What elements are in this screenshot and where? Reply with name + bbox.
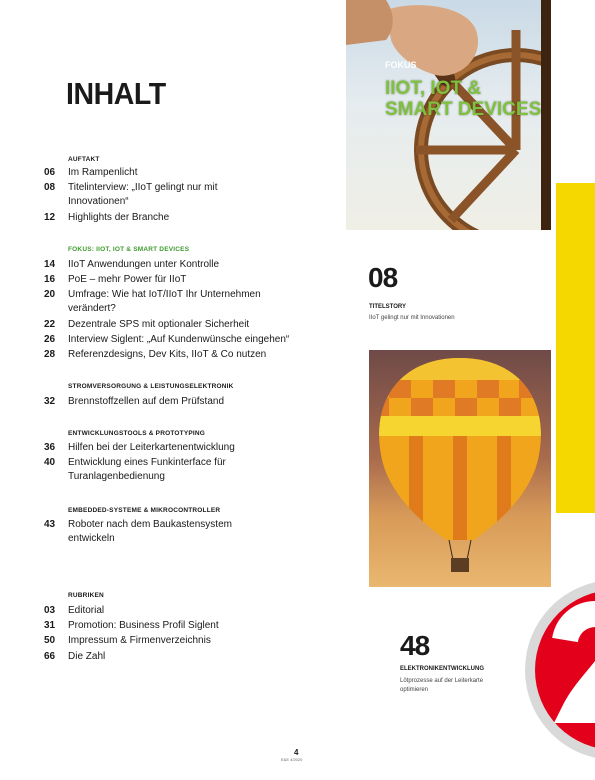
hot-air-balloon-image[interactable]: [369, 350, 551, 587]
section-heading-fokus: FOKUS: IIOT, IOT & SMART DEVICES: [68, 246, 190, 253]
red-circle-graphic: [520, 560, 595, 760]
toc-text: Titelinterview: „IIoT gelingt nur mit Innovationen“: [68, 182, 218, 207]
toc-page: 20: [44, 289, 56, 300]
toc-page: 28: [44, 349, 56, 360]
toc-text: Umfrage: Wie hat IoT/IIoT Ihr Unternehmen verändert?: [68, 289, 261, 314]
feature-subtitle-line1: Lötprozesse auf der Leiterkarte: [400, 678, 484, 684]
toc-text: Referenzdesigns, Dev Kits, IIoT & Co nutzen: [68, 349, 267, 360]
toc-page: 08: [44, 182, 56, 193]
toc-text: Entwicklung eines Funkinterface für Turanlagenbedienung: [68, 457, 226, 482]
toc-page: 66: [44, 651, 56, 662]
toc-text: Promotion: Business Profil Siglent: [68, 620, 219, 631]
toc-text: Editorial: [68, 605, 105, 616]
feature-label: ELEKTRONIKENTWICKLUNG: [400, 666, 484, 672]
toc-page: 22: [44, 319, 56, 330]
toc-page: 26: [44, 334, 56, 345]
section-heading-rubriken: RUBRIKEN: [68, 592, 104, 599]
toc-page: 43: [44, 519, 56, 530]
hero-headline-line2: SMART DEVICES: [385, 99, 542, 120]
toc-text: Die Zahl: [68, 651, 106, 662]
toc-text: Roboter nach dem Baukastensystem entwickeln: [68, 519, 232, 544]
toc-page: 06: [44, 167, 56, 178]
toc-page: 50: [44, 635, 56, 646]
hero-tag: FOKUS: [385, 60, 417, 70]
section-heading-entwicklungstools: ENTWICKLUNGSTOOLS & PROTOTYPING: [68, 430, 206, 437]
toc-page: 14: [44, 259, 56, 270]
feature-page-number[interactable]: 08: [368, 262, 398, 293]
balloon-illustration: [369, 350, 551, 587]
section-heading-embedded: EMBEDDED-SYSTEME & MIKROCONTROLLER: [68, 507, 221, 514]
section-heading-stromversorgung: STROMVERSORGUNG & LEISTUNGSELEKTRONIK: [68, 383, 234, 390]
toc-text: PoE – mehr Power für IIoT: [68, 274, 187, 285]
toc-page: 36: [44, 442, 56, 453]
section-heading-auftakt: AUFTAKT: [68, 156, 100, 163]
footer-issue: E&E 4/2020: [281, 757, 303, 762]
toc-text: IIoT Anwendungen unter Kontrolle: [68, 259, 220, 270]
toc-page: 03: [44, 605, 56, 616]
toc-text: Interview Siglent: „Auf Kundenwünsche eingehen“: [68, 334, 290, 345]
feature-subtitle-line2: optimieren: [400, 687, 429, 693]
toc-page: 32: [44, 396, 56, 407]
toc-text: Impressum & Firmenverzeichnis: [68, 635, 211, 646]
toc-text: Highlights der Branche: [68, 212, 170, 223]
toc-page: 40: [44, 457, 56, 468]
toc-text: Hilfen bei der Leiterkartenentwicklung: [68, 442, 235, 453]
toc-page: 12: [44, 212, 56, 223]
toc-page: 31: [44, 620, 56, 631]
feature-subtitle: IIoT gelingt nur mit Innovationen: [369, 315, 455, 321]
feature-subtitle: [400, 677, 510, 695]
toc-page: 16: [44, 274, 56, 285]
hero-headline-line1: IIOT, IOT &: [385, 78, 482, 99]
feature-page-number[interactable]: 48: [400, 630, 430, 661]
page-title: INHALT: [66, 76, 166, 111]
toc-text: Im Rampenlicht: [68, 167, 138, 178]
footer-page-number: 4: [294, 748, 299, 757]
hero-headline: [385, 78, 541, 120]
toc-text: Brennstoffzellen auf dem Prüfstand: [68, 396, 225, 407]
yellow-accent-strip: [556, 183, 595, 513]
toc-text: Dezentrale SPS mit optionaler Sicherheit: [68, 319, 250, 330]
feature-label: TITELSTORY: [369, 304, 407, 310]
